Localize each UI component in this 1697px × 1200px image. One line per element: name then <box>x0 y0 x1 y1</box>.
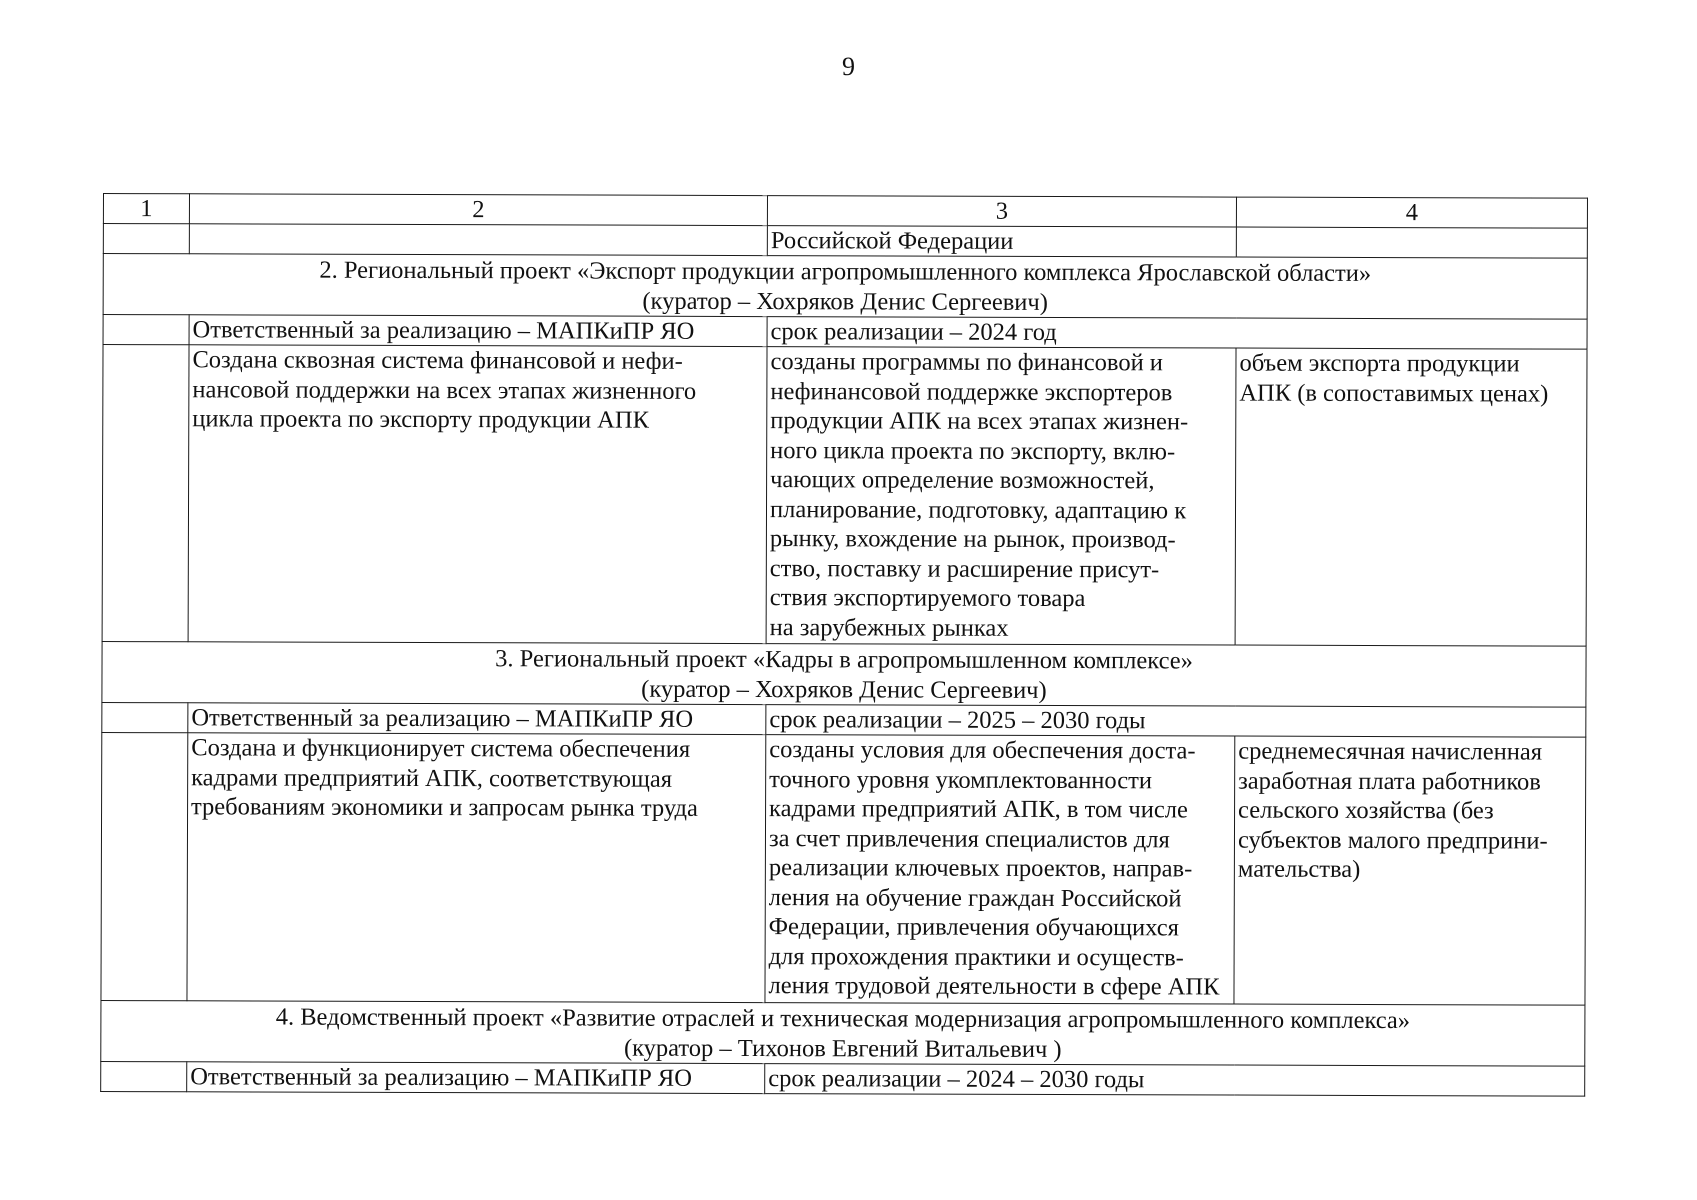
column-header: 1 <box>103 194 189 224</box>
table-row <box>102 345 1587 647</box>
text-line: продукции АПК на всех этапах жизнен- <box>770 407 1189 436</box>
section-title-line: 3. Региональный проект «Кадры в агропромышленном комплексе» <box>495 645 1193 675</box>
text-line: ного цикла проекта по экспорту, вклю- <box>770 436 1176 465</box>
text-line: рынку, вхождение на рынок, производ- <box>769 525 1176 554</box>
section-title <box>101 1000 1585 1066</box>
table-cell: Российской Федерации <box>767 226 1236 257</box>
responsible-cell: Ответственный за реализацию – МАПКиПР ЯО <box>189 315 767 347</box>
responsible-row <box>101 1061 1585 1096</box>
term-cell: срок реализации – 2025 – 2030 годы <box>766 705 1586 738</box>
text-line: требованиям экономики и запросам рынка труда <box>191 793 698 822</box>
responsible-row <box>103 315 1587 350</box>
text-line: кадрами предприятий АПК, в том числе <box>769 795 1188 824</box>
text-line: планирование, подготовку, адаптацию к <box>769 495 1187 524</box>
responsible-cell: Ответственный за реализацию – МАПКиПР ЯО <box>188 703 766 735</box>
continuation-row <box>103 224 1587 259</box>
section-curator-line: (куратор – Хохряков Денис Сергеевич) <box>641 675 1047 704</box>
projects-table <box>100 193 1588 1097</box>
text-line: созданы условия для обеспечения доста- <box>769 736 1196 765</box>
table-cell <box>189 224 767 256</box>
section-title-line: 2. Региональный проект «Экспорт продукции агропромышленного комплекса Ярославской области» <box>319 256 1372 287</box>
indicator-cell <box>1234 736 1586 1005</box>
text-line: ления трудовой деятельности в сфере АПК <box>768 972 1220 1001</box>
text-line: Создана сквозная система финансовой и нефи- <box>192 346 683 375</box>
text-line: кадрами предприятий АПК, соответствующая <box>191 763 673 793</box>
text-line: Федерации, привлечения обучающихся <box>768 913 1179 942</box>
term-cell: срок реализации – 2024 год <box>767 317 1587 350</box>
section-title-row <box>101 1000 1585 1066</box>
table-cell <box>101 1061 187 1091</box>
section-title-line: 4. Ведомственный проект «Развитие отраслей и техническая модернизация агропромышленного комплекса» <box>275 1003 1411 1035</box>
table-cell <box>101 732 188 1000</box>
page-number: 9 <box>842 52 855 81</box>
effect-cell <box>766 347 1236 645</box>
responsible-cell: Ответственный за реализацию – МАПКиПР ЯО <box>187 1062 765 1094</box>
table-cell <box>103 315 189 345</box>
term-cell: срок реализации – 2024 – 2030 годы <box>765 1064 1585 1097</box>
column-header: 4 <box>1236 197 1587 228</box>
section-title-row <box>103 254 1587 320</box>
text-line: для прохождения практики и осуществ- <box>768 942 1184 971</box>
table-cell <box>102 702 188 732</box>
table-row <box>101 732 1586 1005</box>
text-line: на зарубежных рынках <box>769 613 1009 642</box>
section-curator-line: (куратор – Хохряков Денис Сергеевич) <box>642 287 1048 316</box>
column-header: 3 <box>767 196 1236 227</box>
text-line: точного уровня укомплектованности <box>769 765 1153 794</box>
text-line: за счет привлечения специалистов для <box>768 824 1170 853</box>
text-line: субъектов малого предприни- <box>1237 826 1548 855</box>
text-line: заработная плата работников <box>1238 767 1541 796</box>
text-line: ления на обучение граждан Российской <box>768 883 1182 912</box>
task-cell <box>188 345 767 644</box>
section-title <box>102 641 1586 707</box>
section-curator-line: (куратор – Тихонов Евгений Витальевич ) <box>623 1034 1062 1063</box>
text-line: нансовой поддержки на всех этапах жизненного <box>192 375 697 405</box>
text-line: АПК (в сопоставимых ценах) <box>1239 379 1549 408</box>
effect-cell <box>765 735 1235 1004</box>
responsible-row <box>102 702 1586 737</box>
table-cell <box>102 345 189 642</box>
text-line: ство, поставку и расширение присут- <box>769 554 1160 583</box>
text-line: нефинансовой поддержке экспортеров <box>770 377 1173 406</box>
text-line: среднемесячная начисленная <box>1238 737 1543 766</box>
text-line: цикла проекта по экспорту продукции АПК <box>192 405 649 434</box>
text-line: объем экспорта продукции <box>1239 349 1520 378</box>
text-line: сельского хозяйства (без <box>1238 796 1494 825</box>
column-header-row <box>103 194 1587 229</box>
text-line: чающих определение возможностей, <box>770 466 1155 495</box>
column-header: 2 <box>189 194 767 226</box>
task-cell <box>187 733 766 1003</box>
text-line: реализации ключевых проектов, направ- <box>768 854 1193 883</box>
section-title-row <box>102 641 1586 707</box>
section-title <box>103 254 1587 320</box>
text-line: ствия экспортируемого товара <box>769 584 1086 613</box>
text-line: Создана и функционирует система обеспечения <box>191 734 691 763</box>
indicator-cell <box>1235 348 1587 646</box>
text-line: созданы программы по финансовой и <box>770 348 1163 377</box>
table-cell <box>1236 227 1587 258</box>
table-cell <box>103 224 189 254</box>
text-line: мательства) <box>1237 855 1361 883</box>
